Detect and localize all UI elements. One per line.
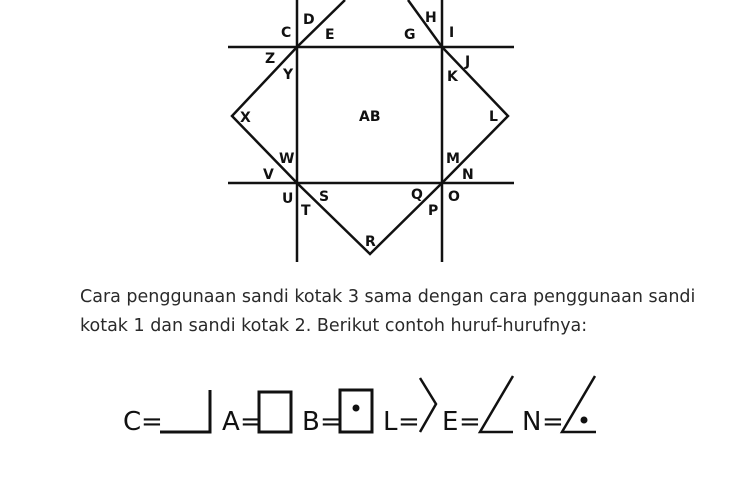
letter-p: P (428, 203, 439, 219)
example-letter-l: L (383, 407, 398, 437)
paragraph-line-1: Cara penggunaan sandi kotak 3 sama dengan cara penggunaan sandi (80, 287, 696, 307)
example-eq-e: = (459, 407, 481, 437)
symbol-c (160, 390, 210, 432)
example-eq-l: = (398, 407, 420, 437)
letter-z: Z (265, 51, 276, 67)
letter-d: D (303, 12, 315, 28)
symbol-a (259, 392, 291, 432)
example-row (0, 360, 750, 450)
letter-v: V (263, 167, 274, 183)
example-letter-n: N (522, 407, 542, 437)
letter-k: K (447, 69, 458, 85)
letter-n: N (462, 167, 474, 183)
letter-e: E (325, 27, 335, 43)
example-letter-a: A (222, 407, 240, 437)
letter-l: L (489, 109, 498, 125)
example-eq-n: = (542, 407, 564, 437)
letter-m: M (446, 151, 460, 167)
letter-o: O (448, 189, 460, 205)
letter-g: G (404, 27, 416, 43)
letter-s: S (319, 189, 330, 205)
paragraph-line-2: kotak 1 dan sandi kotak 2. Berikut contoh huruf-hurufnya: (80, 316, 588, 336)
letter-t: T (301, 203, 311, 219)
letter-c: C (281, 25, 292, 41)
example-eq-a: = (240, 407, 262, 437)
letter-j: J (465, 54, 471, 70)
symbol-n (562, 376, 596, 432)
letter-w: W (279, 151, 295, 167)
example-letter-c: C (123, 407, 142, 437)
example-letter-b: B (302, 407, 320, 437)
explanation-paragraph (80, 283, 720, 341)
letter-i: I (449, 25, 455, 41)
letter-u: U (282, 191, 294, 207)
letter-q: Q (411, 187, 423, 203)
letter-r: R (365, 234, 376, 250)
label-ab: AB (359, 109, 381, 125)
letter-x: X (240, 110, 251, 126)
symbol-n-dot (581, 417, 588, 424)
letter-y: Y (283, 67, 294, 83)
symbol-l (420, 378, 436, 432)
symbol-e (480, 376, 513, 432)
example-letter-e: E (442, 407, 459, 437)
diamond-outline (232, 0, 508, 254)
letter-h: H (425, 10, 437, 26)
example-eq-c: = (141, 407, 163, 437)
symbol-b-dot (353, 405, 360, 412)
example-eq-b: = (320, 407, 342, 437)
